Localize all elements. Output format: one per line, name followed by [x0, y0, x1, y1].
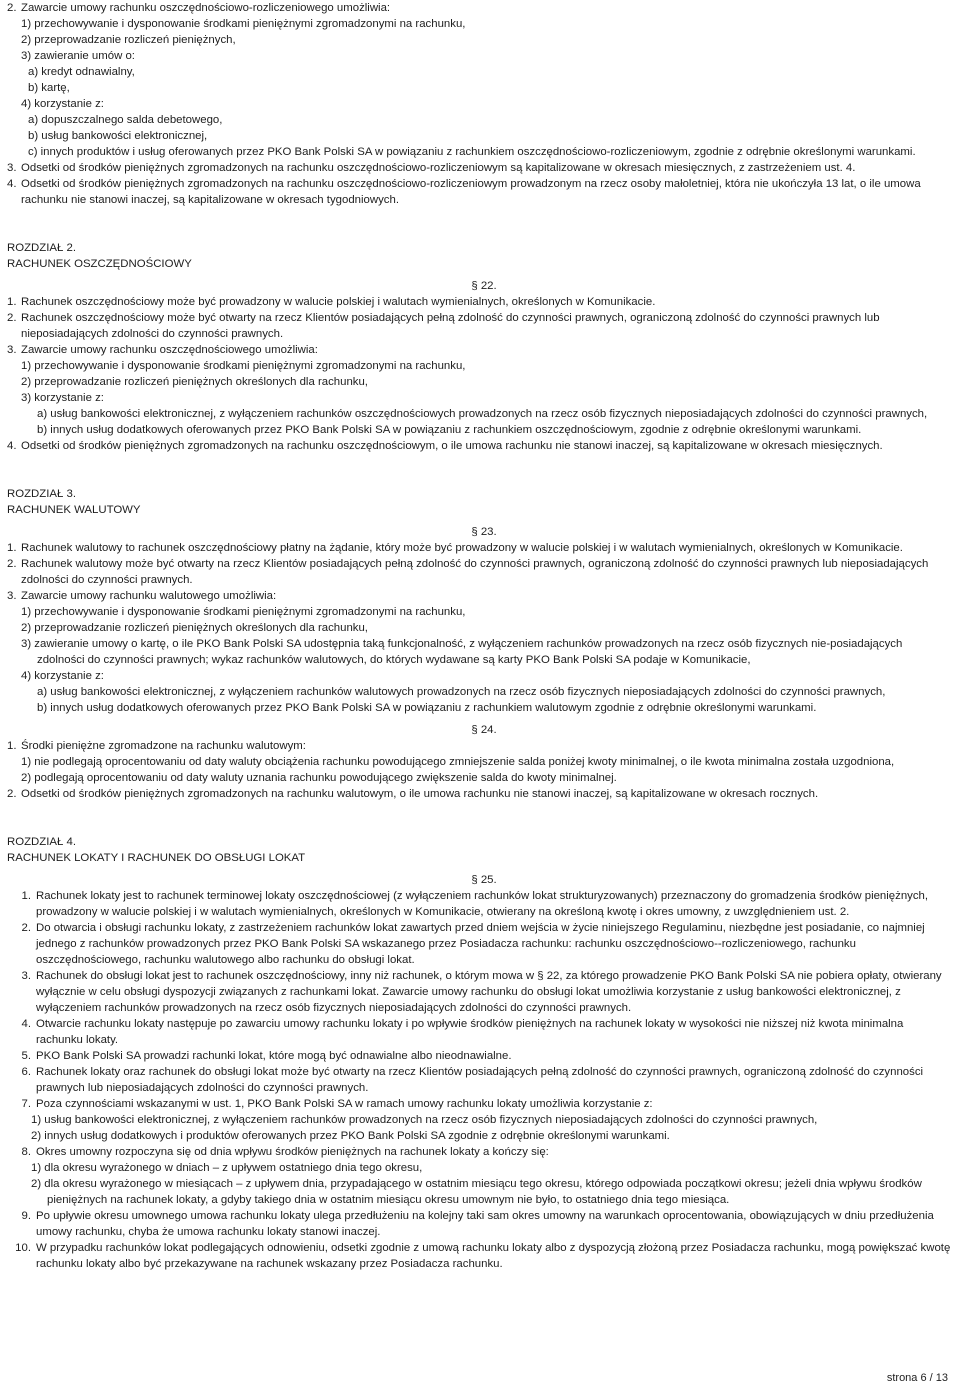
list-item: c) innych produktów i usług oferowanych przez PKO Bank Polski SA w powiązaniu z rachunkiem oszczędnościowo-rozliczeniowym, zgodnie z odrębnie określonymi warunkami.: [28, 146, 916, 158]
list-item: 4) korzystanie z:: [21, 98, 104, 110]
list-item: 4) korzystanie z:: [21, 670, 104, 682]
section-number: § 25.: [471, 874, 497, 886]
chapter-title: RACHUNEK WALUTOWY: [7, 504, 141, 516]
paragraph-item: 1. Rachunek oszczędnościowy może być prowadzony w walucie polskiej i walutach wymienialnych, określonych w Komunikacie.: [7, 294, 951, 310]
paragraph-item: 1. Rachunek walutowy to rachunek oszczędnościowy płatny na żądanie, który może być prowadzony w walucie polskiej i w walutach wymienialnych, określonych w Komunikacie.: [7, 540, 951, 556]
paragraph-item: 2. Odsetki od środków pieniężnych zgromadzonych na rachunku walutowym, o ile umowa rachunku nie stanowi inaczej, są kapitalizowane w okresach rocznych.: [7, 786, 951, 802]
item-text: Rachunek oszczędnościowy może być prowadzony w walucie polskiej i walutach wymienialnych, określonych w Komunikacie.: [21, 296, 656, 308]
paragraph-item: 4. Odsetki od środków pieniężnych zgromadzonych na rachunku oszczędnościowym, o ile umowa rachunku nie stanowi inaczej, są kapitalizowane w okresach miesięcznych.: [7, 438, 951, 454]
item-text: Odsetki od środków pieniężnych zgromadzonych na rachunku oszczędnościowym, o ile umowa rachunku nie stanowi inaczej, są kapitalizowane w okresach miesięcznych.: [21, 440, 883, 452]
item-text: Rachunek walutowy może być otwarty na rzecz Klientów posiadających pełną zdolność do czynności prawnych, ograniczoną zdolność do czynności prawnych lub nieposiadających zdolności do czynności prawnych.: [21, 558, 929, 586]
list-item: a) kredyt odnawialny,: [28, 66, 135, 78]
section-number: § 22.: [471, 280, 497, 292]
list-item: 1) nie podlegają oprocentowaniu od daty waluty obciążenia rachunku powodującego zmniejszenie salda poniżej kwoty minimalnej, o ile kwota minimalna została uzgodniona,: [21, 756, 895, 768]
list-item: b) innych usług dodatkowych oferowanych przez PKO Bank Polski SA w powiązaniu z rachunkiem walutowym zgodnie z odrębnie określonymi warunkami.: [37, 702, 817, 714]
paragraph-item: 1. Rachunek lokaty jest to rachunek terminowej lokaty oszczędnościowej (z wyłączeniem rachunków lokat strukturyzowanych) przeznaczony do gromadzenia środków pieniężnych, prowadzony w walucie polskiej i w walutach wymienialnych, określonych w Komunikacie, otwierany na określoną kwotę i okres umowny, z uwzględnieniem ust. 2.: [7, 888, 951, 920]
paragraph-item: 2. Rachunek oszczędnościowy może być otwarty na rzecz Klientów posiadających pełną zdolność do czynności prawnych, ograniczoną zdolność do czynności prawnych lub nieposiadających zdolności do czynności prawnych.: [7, 310, 951, 342]
section-number: § 23.: [471, 526, 497, 538]
list-item: 3) korzystanie z:: [21, 392, 104, 404]
paragraph-item: 2. Do otwarcia i obsługi rachunku lokaty, z zastrzeżeniem rachunków lokat zawartych przed dniem wejścia w życie niniejszego Regulaminu, niezbędne jest posiadanie, co najmniej jednego z rachunków prowadzonych przez PKO Bank Polski SA wskazanego przez Posiadacza rachunku: rachunku oszczędnościowo--rozliczeniowego, rachunku oszczędnościowego, rachunku walutowego albo rachunku do obsługi lokat.: [7, 920, 951, 968]
paragraph-item: 8. Okres umowny rozpoczyna się od dnia wpływu środków pieniężnych na rachunek lokaty a kończy się:: [7, 1144, 951, 1160]
list-item: 2) podlegają oprocentowaniu od daty waluty uznania rachunku powodującego zwiększenie salda do kwoty minimalnej.: [21, 772, 617, 784]
item-text: Do otwarcia i obsługi rachunku lokaty, z zastrzeżeniem rachunków lokat zawartych przed dniem wejścia w życie niniejszego Regulaminu, niezbędne jest posiadanie, co najmniej jednego z rachunków prowadzonych przez PKO Bank Polski SA wskazanego przez Posiadacza rachunku: rachunku oszczędnościowo--rozliczeniowego, rachunku oszczędnościowego, rachunku walutowego albo rachunku do obsługi lokat.: [36, 922, 925, 966]
paragraph-item: 3. Zawarcie umowy rachunku walutowego umożliwia:: [7, 588, 951, 604]
chapter-title: RACHUNEK LOKATY I RACHUNEK DO OBSŁUGI LOKAT: [7, 852, 306, 864]
paragraph-item: 9. Po upływie okresu umownego umowa rachunku lokaty ulega przedłużeniu na kolejny taki sam okres umowny na warunkach oprocentowania, obowiązujących w dniu przedłużenia umowy rachunku, chyba że umowa rachunku lokaty stanowi inaczej.: [7, 1208, 951, 1240]
page-number: strona 6 / 13: [886, 1372, 948, 1384]
chapter-label: ROZDZIAŁ 4.: [7, 836, 76, 848]
paragraph-item: 10. W przypadku rachunków lokat podlegających odnowieniu, odsetki zgodnie z umową rachunku lokaty albo z dyspozycją złożoną przez Posiadacza rachunku, mogą powiększać kwotę rachunku lokaty albo być przekazywane na rachunek wskazany przez Posiadacza rachunku.: [15, 1242, 951, 1270]
section-number: § 24.: [471, 724, 497, 736]
paragraph-item: 1. Środki pieniężne zgromadzone na rachunku walutowym:: [7, 738, 951, 754]
item-text: Rachunek lokaty jest to rachunek terminowej lokaty oszczędnościowej (z wyłączeniem rachunków lokat strukturyzowanych) przeznaczony do gromadzenia środków pieniężnych, prowadzony w walucie polskiej i w walutach wymienialnych, określonych w Komunikacie, otwierany na określoną kwotę i okres umowny, z uwzględnieniem ust. 2.: [36, 890, 929, 918]
list-item: 2) innych usług dodatkowych i produktów oferowanych przez PKO Bank Polski SA zgodnie z odrębnie określonymi warunkami.: [31, 1130, 670, 1142]
list-item: 1) przechowywanie i dysponowanie środkami pieniężnymi zgromadzonymi na rachunku,: [21, 360, 466, 372]
item-text: Odsetki od środków pieniężnych zgromadzonych na rachunku oszczędnościowo-rozliczeniowym są kapitalizowane w okresach miesięcznych, z zastrzeżeniem ust. 4.: [21, 162, 856, 174]
list-item: a) usług bankowości elektronicznej, z wyłączeniem rachunków oszczędnościowych prowadzonych na rzecz osób fizycznych nieposiadających zdolności do czynności prawnych,: [37, 408, 928, 420]
list-item: b) usług bankowości elektronicznej,: [28, 130, 208, 142]
paragraph-item: 3. Zawarcie umowy rachunku oszczędnościowego umożliwia:: [7, 342, 951, 358]
list-item: b) innych usług dodatkowych oferowanych przez PKO Bank Polski SA w powiązaniu z rachunkiem oszczędnościowym, zgodnie z odrębnie określonymi warunkami.: [37, 424, 862, 436]
list-item: 3) zawieranie umowy o kartę, o ile PKO Bank Polski SA udostępnia taką funkcjonalność, z wyłączeniem rachunków prowadzonych na rzecz osób fizycznych nie-posiadających zdolności do czynności prawnych; wykaz rachunków walutowych, do których wydawane są karty PKO Bank Polski SA podaje w Komunikacie,: [21, 638, 903, 666]
list-item: 2) dla okresu wyrażonego w miesiącach – z upływem dnia, przypadającego w ostatnim miesiącu tego okresu, którego odpowiada początkowi okresu; jeżeli dnia wpływu środków pieniężnych na rachunek lokaty, a gdyby takiego dnia w ostatnim miesiącu okresu umownym nie było, to ostatniego dnia tego miesiąca.: [31, 1178, 922, 1206]
item-text: Okres umowny rozpoczyna się od dnia wpływu środków pieniężnych na rachunek lokaty a kończy się:: [36, 1146, 549, 1158]
item-text: Rachunek do obsługi lokat jest to rachunek oszczędnościowy, inny niż rachunek, o którym mowa w § 22, za którego prowadzenie PKO Bank Polski SA nie pobiera opłaty, otwierany wyłącznie w celu obsługi dyspozycji związanych z rachunkami lokat. Zawarcie umowy rachunku do obsługi lokat umożliwia korzystanie z usług bankowości elektronicznej, z wyłączeniem rachunków prowadzonych na rzecz osób fizycznych nieposiadających zdolności do czynności prawnych.: [36, 970, 942, 1014]
item-text: Zawarcie umowy rachunku oszczędnościowego umożliwia:: [21, 344, 318, 356]
item-text: Zawarcie umowy rachunku oszczędnościowo-rozliczeniowego umożliwia:: [21, 2, 391, 14]
item-text: Zawarcie umowy rachunku walutowego umożliwia:: [21, 590, 277, 602]
paragraph-item: 2. Zawarcie umowy rachunku oszczędnościowo-rozliczeniowego umożliwia:: [7, 0, 951, 16]
list-item: 2) przeprowadzanie rozliczeń pieniężnych,: [21, 34, 236, 46]
paragraph-item: 5. PKO Bank Polski SA prowadzi rachunki lokat, które mogą być odnawialne albo nieodnawialne.: [7, 1048, 951, 1064]
chapter-title: RACHUNEK OSZCZĘDNOŚCIOWY: [7, 258, 192, 270]
paragraph-item: 4. Otwarcie rachunku lokaty następuje po zawarciu umowy rachunku lokaty i po wpływie środków pieniężnych na rachunek lokaty w wysokości nie niższej niż kwota minimalna rachunku lokaty.: [7, 1016, 951, 1048]
list-item: a) dopuszczalnego salda debetowego,: [28, 114, 223, 126]
document-page: [7, 0, 951, 1272]
item-text: Po upływie okresu umownego umowa rachunku lokaty ulega przedłużeniu na kolejny taki sam okres umowny na warunkach oprocentowania, obowiązujących w dniu przedłużenia umowy rachunku, chyba że umowa rachunku lokaty stanowi inaczej.: [36, 1210, 934, 1238]
item-text: Rachunek lokaty oraz rachunek do obsługi lokat może być otwarty na rzecz Klientów posiadających pełną zdolność do czynności prawnych, ograniczoną zdolność do czynności prawnych lub nieposiadających zdolności do czynności prawnych.: [36, 1066, 924, 1094]
item-text: Otwarcie rachunku lokaty następuje po zawarciu umowy rachunku lokaty i po wpływie środków pieniężnych na rachunek lokaty w wysokości nie niższej niż kwota minimalna rachunku lokaty.: [36, 1018, 904, 1046]
paragraph-item: 7. Poza czynnościami wskazanymi w ust. 1, PKO Bank Polski SA w ramach umowy rachunku lokaty umożliwia korzystanie z:: [7, 1096, 951, 1112]
paragraph-item: 6. Rachunek lokaty oraz rachunek do obsługi lokat może być otwarty na rzecz Klientów posiadających pełną zdolność do czynności prawnych, ograniczoną zdolność do czynności prawnych lub nieposiadających zdolności do czynności prawnych.: [7, 1064, 951, 1096]
paragraph-item: 2. Rachunek walutowy może być otwarty na rzecz Klientów posiadających pełną zdolność do czynności prawnych, ograniczoną zdolność do czynności prawnych lub nieposiadających zdolności do czynności prawnych.: [7, 556, 951, 588]
chapter-label: ROZDZIAŁ 3.: [7, 488, 76, 500]
chapter-label: ROZDZIAŁ 2.: [7, 242, 76, 254]
item-text: Środki pieniężne zgromadzone na rachunku walutowym:: [21, 740, 306, 752]
item-text: Odsetki od środków pieniężnych zgromadzonych na rachunku oszczędnościowo-rozliczeniowym prowadzonym na rzecz osoby małoletniej, która nie ukończyła 13 lat, o ile umowa rachunku nie stanowi inaczej, są kapitalizowane w okresach tygodniowych.: [21, 178, 921, 206]
paragraph-item: 3. Odsetki od środków pieniężnych zgromadzonych na rachunku oszczędnościowo-rozliczeniowym są kapitalizowane w okresach miesięcznych, z zastrzeżeniem ust. 4.: [7, 160, 951, 176]
list-item: 2) przeprowadzanie rozliczeń pieniężnych określonych dla rachunku,: [21, 622, 368, 634]
paragraph-item: 4. Odsetki od środków pieniężnych zgromadzonych na rachunku oszczędnościowo-rozliczeniowym prowadzonym na rzecz osoby małoletniej, która nie ukończyła 13 lat, o ile umowa rachunku nie stanowi inaczej, są kapitalizowane w okresach tygodniowych.: [7, 176, 951, 208]
item-text: Poza czynnościami wskazanymi w ust. 1, PKO Bank Polski SA w ramach umowy rachunku lokaty umożliwia korzystanie z:: [36, 1098, 653, 1110]
item-text: Odsetki od środków pieniężnych zgromadzonych na rachunku walutowym, o ile umowa rachunku nie stanowi inaczej, są kapitalizowane w okresach rocznych.: [21, 788, 819, 800]
list-item: b) kartę,: [28, 82, 70, 94]
list-item: 1) usług bankowości elektronicznej, z wyłączeniem rachunków prowadzonych na rzecz osób fizycznych nieposiadających zdolności do czynności prawnych,: [31, 1114, 818, 1126]
paragraph-item: 3. Rachunek do obsługi lokat jest to rachunek oszczędnościowy, inny niż rachunek, o którym mowa w § 22, za którego prowadzenie PKO Bank Polski SA nie pobiera opłaty, otwierany wyłącznie w celu obsługi dyspozycji związanych z rachunkami lokat. Zawarcie umowy rachunku do obsługi lokat umożliwia korzystanie z usług bankowości elektronicznej, z wyłączeniem rachunków prowadzonych na rzecz osób fizycznych nieposiadających zdolności do czynności prawnych.: [7, 968, 951, 1016]
list-item: 2) przeprowadzanie rozliczeń pieniężnych określonych dla rachunku,: [21, 376, 368, 388]
item-text: Rachunek walutowy to rachunek oszczędnościowy płatny na żądanie, który może być prowadzony w walucie polskiej i w walutach wymienialnych, określonych w Komunikacie.: [21, 542, 903, 554]
list-item: 3) zawieranie umów o:: [21, 50, 135, 62]
list-item: 1) przechowywanie i dysponowanie środkami pieniężnymi zgromadzonymi na rachunku,: [21, 606, 466, 618]
item-text: Rachunek oszczędnościowy może być otwarty na rzecz Klientów posiadających pełną zdolność do czynności prawnych, ograniczoną zdolność do czynności prawnych lub nieposiadających zdolności do czynności prawnych.: [21, 312, 880, 340]
list-item: 1) przechowywanie i dysponowanie środkami pieniężnymi zgromadzonymi na rachunku,: [21, 18, 466, 30]
list-item: 1) dla okresu wyrażonego w dniach – z upływem ostatniego dnia tego okresu,: [31, 1162, 423, 1174]
item-text: PKO Bank Polski SA prowadzi rachunki lokat, które mogą być odnawialne albo nieodnawialne.: [36, 1050, 512, 1062]
list-item: a) usług bankowości elektronicznej, z wyłączeniem rachunków walutowych prowadzonych na rzecz osób fizycznych nieposiadających zdolności do czynności prawnych,: [37, 686, 886, 698]
item-text: W przypadku rachunków lokat podlegających odnowieniu, odsetki zgodnie z umową rachunku lokaty albo z dyspozycją złożoną przez Posiadacza rachunku, mogą powiększać kwotę rachunku lokaty albo być przekazywane na rachunek wskazany przez Posiadacza rachunku.: [36, 1242, 951, 1270]
